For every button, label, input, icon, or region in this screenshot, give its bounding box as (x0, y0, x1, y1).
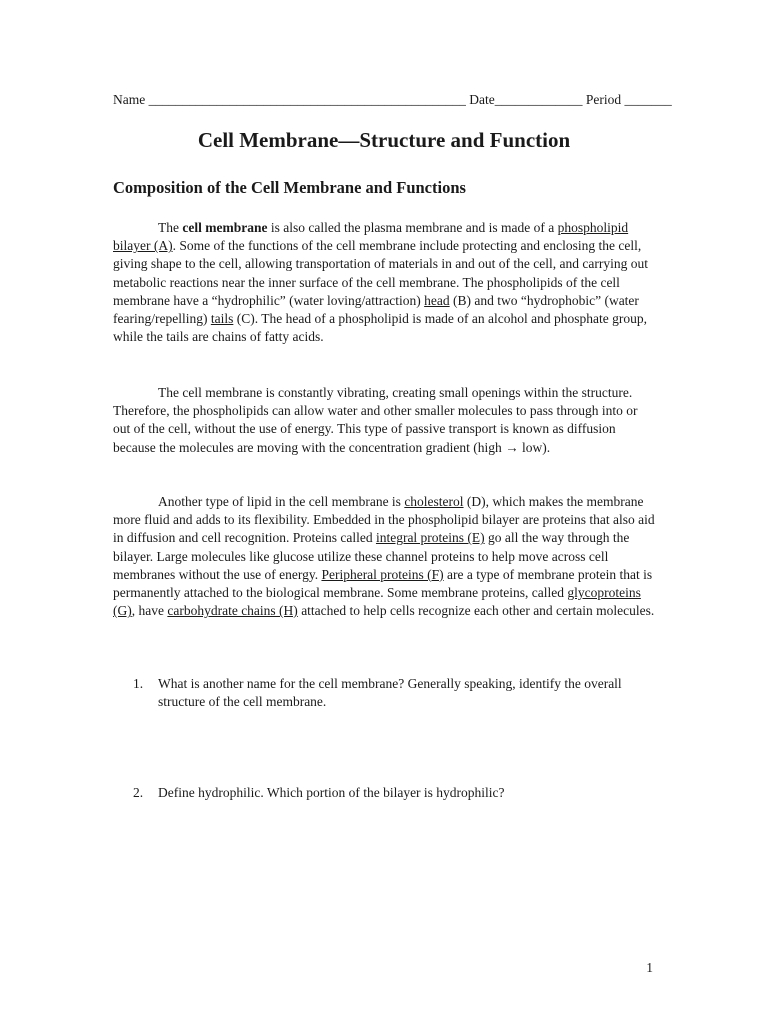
question-number: 2. (133, 785, 144, 800)
term-cholesterol: cholesterol (404, 494, 464, 509)
period-blank: _______ (624, 92, 672, 107)
text-run: (B) and two “hydrophobic” (water fearing/repelling) (113, 292, 639, 327)
term-integral-proteins: integral proteins (E) (375, 530, 485, 546)
text-run: . Some of the functions of the cell membrane include protecting and enclosing the cell, giving shape to the cell, allowing transportation of materials in and out of the cell, and carrying out metabolic reactions near the inner surface of the cell membrane. The phospholipids of the cell membrane have a “hydrophilic” (water loving/attraction) (113, 238, 648, 308)
text-run: are a type of membrane protein that is permanently attached to the biological membrane. Some membrane proteins, called (113, 566, 653, 601)
arrow-icon: → (505, 439, 519, 455)
text-run: (D), which makes the membrane more fluid and adds to its flexibility. Embedded in the phospholipid bilayer are proteins that also aid in diffusion and cell recognition. Proteins called (113, 494, 655, 546)
text-run: The (158, 220, 183, 235)
text-run: go all the way through the bilayer. Large molecules like glucose utilize these channel proteins to help move across cell membranes without the use of energy. (113, 530, 630, 582)
text-run: , have (131, 603, 168, 619)
text-run: Another type of lipid in the cell membrane is (158, 494, 405, 509)
text-run: The cell membrane is constantly vibrating, creating small openings within the structure. Therefore, the phospholipids can allow water and other smaller molecules to pass through into or out of the cell, without the use of energy. This type of passive transport is known as diffusion because the molecules are moving with the concentration gradient (high (113, 385, 638, 455)
text-run: low). (518, 439, 551, 455)
term-carbohydrate-chains: carbohydrate chains (H) (167, 603, 298, 619)
question-text: Define hydrophilic. Which portion of the bilayer is hydrophilic? (158, 785, 505, 800)
term-glycoproteins: glycoproteins (G) (113, 585, 641, 619)
name-blank: _______________________________________________ (148, 92, 466, 107)
term-cell-membrane: cell membrane (182, 220, 268, 235)
page-number: 1 (646, 960, 653, 975)
text-run: attached to help cells recognize each other and certain molecules. (297, 603, 655, 619)
paragraph-proteins (113, 493, 658, 620)
date-label: Date (469, 92, 495, 107)
period-label: Period (585, 92, 622, 107)
section-heading: Composition of the Cell Membrane and Functions (113, 178, 466, 197)
term-head: head (424, 292, 450, 308)
date-blank: _____________ (494, 92, 583, 107)
text-run: is also called the plasma membrane and is made of a (267, 220, 558, 235)
term-tails: tails (210, 311, 234, 327)
name-label: Name (113, 92, 146, 107)
page-title: Cell Membrane—Structure and Function (197, 128, 571, 152)
term-peripheral-proteins: Peripheral proteins (F) (321, 566, 444, 582)
student-info-line (113, 92, 673, 108)
question-number: 1. (133, 676, 144, 691)
term-phospholipid-bilayer: phospholipid bilayer (A) (113, 220, 629, 254)
question-text: What is another name for the cell membrane? Generally speaking, identify the overall structure of the cell membrane. (158, 676, 622, 710)
paragraph-diffusion (113, 384, 658, 457)
paragraph-composition (113, 219, 658, 346)
text-run: (C). The head of a phospholipid is made of an alcohol and phosphate group, while the tails are chains of fatty acids. (113, 311, 647, 345)
